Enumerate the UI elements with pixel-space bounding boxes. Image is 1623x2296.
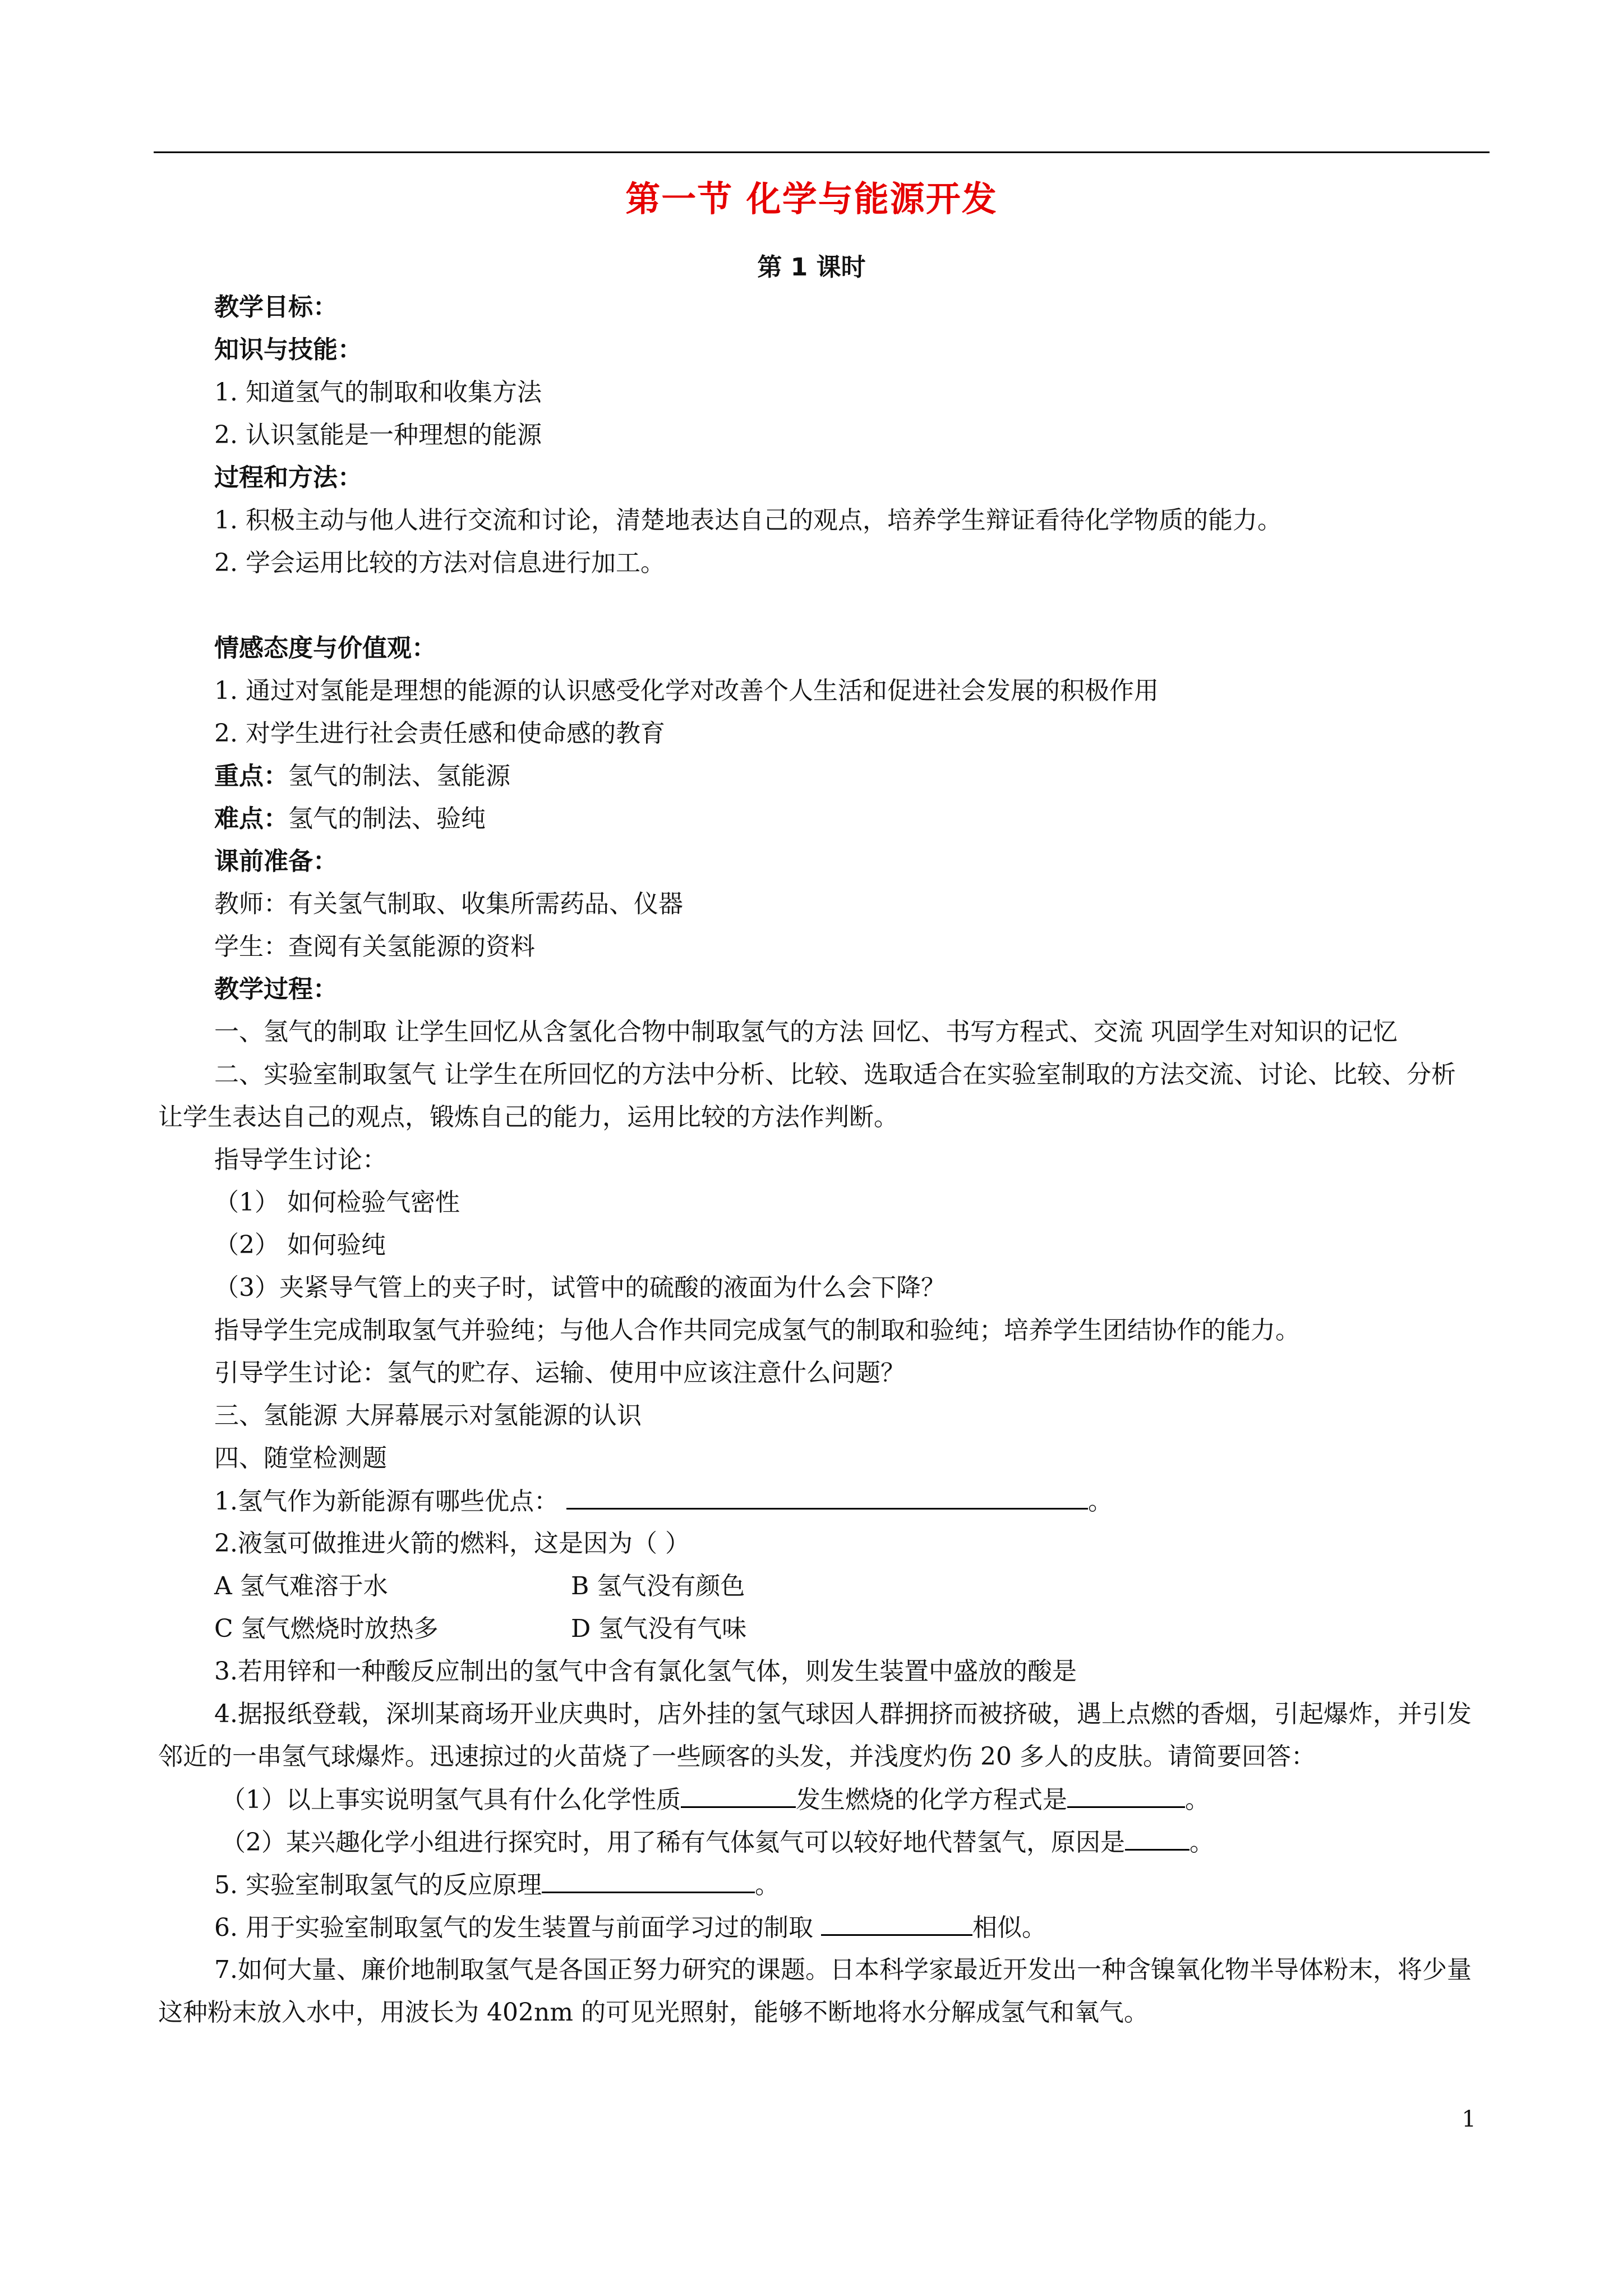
difficulty-text: 氢气的制法、验纯: [288, 804, 486, 833]
question-3: （3）夹紧导气管上的夹子时，试管中的硫酸的液面为什么会下降？: [214, 1273, 946, 1302]
exercise-4-2-end: 。: [1189, 1828, 1214, 1857]
exercise-1: [158, 1480, 1482, 1522]
question-1: （1） 如何检验气密性: [214, 1188, 460, 1217]
answer-blank[interactable]: [542, 1864, 755, 1893]
exercise-2-options-row-2: [158, 1608, 1482, 1650]
emotion-heading: 情感态度与价值观：: [214, 634, 436, 662]
exercise-5: [158, 1864, 1482, 1906]
objectives-heading: 教学目标：: [214, 293, 338, 321]
step-4: 四、随堂检测题: [214, 1444, 387, 1473]
process-item: 1. 积极主动与他人进行交流和讨论，清楚地表达自己的观点，培养学生辩证看待化学物质的能力。: [214, 506, 1282, 535]
difficulty-label: 难点：: [214, 804, 288, 833]
answer-blank[interactable]: [821, 1906, 972, 1936]
header-rule: [154, 151, 1490, 153]
exercise-4-1-text: （1）以上事实说明氢气具有什么化学性质: [221, 1786, 681, 1814]
page-title: 第一节 化学与能源开发: [625, 178, 998, 219]
exercise-6: [158, 1906, 1482, 1949]
exercise-2: 2.液氢可做推进火箭的燃料，这是因为（ ）: [214, 1529, 690, 1558]
option-d: D 氢气没有气味: [571, 1614, 747, 1643]
process-heading: 过程和方法：: [214, 463, 362, 492]
exercise-1-text: 1.氢气作为新能源有哪些优点：: [214, 1487, 559, 1516]
answer-blank[interactable]: [681, 1778, 796, 1808]
knowledge-item: 2. 认识氢能是一种理想的能源: [214, 421, 542, 449]
option-b: B 氢气没有颜色: [571, 1572, 745, 1600]
exercise-4-1-text-b: 发生燃烧的化学方程式是: [796, 1786, 1067, 1814]
guide-discuss: 指导学生讨论：: [214, 1145, 387, 1174]
exercise-4-part-2: [158, 1821, 1482, 1864]
difficulty: [158, 798, 1482, 840]
option-a: A 氢气难溶于水: [214, 1572, 388, 1600]
spacer: [158, 585, 1482, 627]
knowledge-heading: 知识与技能：: [214, 335, 362, 364]
answer-blank[interactable]: [566, 1480, 1088, 1510]
teaching-process-heading: 教学过程：: [214, 975, 338, 1004]
lesson-subtitle: 第 1 课时: [757, 253, 866, 282]
exercise-2-options-row-1: [158, 1565, 1482, 1608]
process-item: 2. 学会运用比较的方法对信息进行加工。: [214, 549, 665, 577]
page-number: 1: [1461, 2106, 1476, 2132]
answer-blank[interactable]: [1067, 1778, 1185, 1808]
exercise-4: 4.据报纸登载，深圳某商场开业庆典时，店外挂的氢气球因人群拥挤而被挤破，遇上点燃的香烟，引起爆炸，并引发邻近的一串氢气球爆炸。迅速掠过的火苗烧了一些顾客的头发，并浅度灼伤 20 多人的皮肤。请简要回答：: [158, 1700, 1472, 1771]
exercise-4-part-1: [158, 1778, 1482, 1821]
prep-teacher: 教师：有关氢气制取、收集所需药品、仪器: [214, 890, 683, 918]
exercise-5-text: 5. 实验室制取氢气的反应原理: [214, 1871, 542, 1899]
option-c: C 氢气燃烧时放热多: [214, 1614, 439, 1643]
prep-student: 学生：查阅有关氢能源的资料: [214, 932, 535, 961]
exercise-4-1-end: 。: [1185, 1786, 1210, 1814]
step-1: 一、氢气的制取 让学生回忆从含氢化合物中制取氢气的方法 回忆、书写方程式、交流 巩固学生对知识的记忆: [214, 1018, 1398, 1046]
prep-heading: 课前准备：: [214, 847, 338, 876]
emotion-item: 1. 通过对氢能是理想的能源的认识感受化学对改善个人生活和促进社会发展的积极作用: [214, 677, 1159, 705]
guide-discuss-2: 引导学生讨论：氢气的贮存、运输、使用中应该注意什么问题？: [214, 1359, 905, 1387]
emotion-item: 2. 对学生进行社会责任感和使命感的教育: [214, 719, 665, 748]
exercise-1-end: 。: [1087, 1487, 1113, 1516]
exercise-7: 7.如何大量、廉价地制取氢气是各国正努力研究的课题。日本科学家最近开发出一种含镍氧化物半导体粉末，将少量这种粉末放入水中，用波长为 402nm 的可见光照射，能够不断地将水分解成氢气和氧气。: [158, 1955, 1472, 2027]
step-2: 二、实验室制取氢气 让学生在所回忆的方法中分析、比较、选取适合在实验室制取的方法交流、讨论、比较、分析 让学生表达自己的观点，锻炼自己的能力，运用比较的方法作判断。: [158, 1060, 1456, 1131]
exercise-3: 3.若用锌和一种酸反应制出的氢气中含有氯化氢气体，则发生装置中盛放的酸是: [214, 1657, 1077, 1686]
exercise-4-2-text: （2）某兴趣化学小组进行探究时，用了稀有气体氦气可以较好地代替氢气，原因是: [221, 1828, 1125, 1857]
knowledge-item: 1. 知道氢气的制取和收集方法: [214, 378, 542, 407]
exercise-6-end: 相似。: [972, 1913, 1046, 1942]
key-points-label: 重点：: [214, 762, 288, 790]
lesson-body: [158, 286, 1482, 2034]
key-points: [158, 755, 1482, 798]
exercise-6-text: 6. 用于实验室制取氢气的发生装置与前面学习过的制取: [214, 1913, 821, 1942]
step-3: 三、氢能源 大屏幕展示对氢能源的认识: [214, 1401, 642, 1430]
question-2: （2） 如何验纯: [214, 1231, 386, 1259]
guide-complete: 指导学生完成制取氢气并验纯；与他人合作共同完成氢气的制取和验纯；培养学生团结协作的能力。: [214, 1316, 1300, 1345]
key-points-text: 氢气的制法、氢能源: [288, 762, 510, 790]
answer-blank[interactable]: [1125, 1821, 1189, 1851]
exercise-5-end: 。: [754, 1871, 780, 1899]
